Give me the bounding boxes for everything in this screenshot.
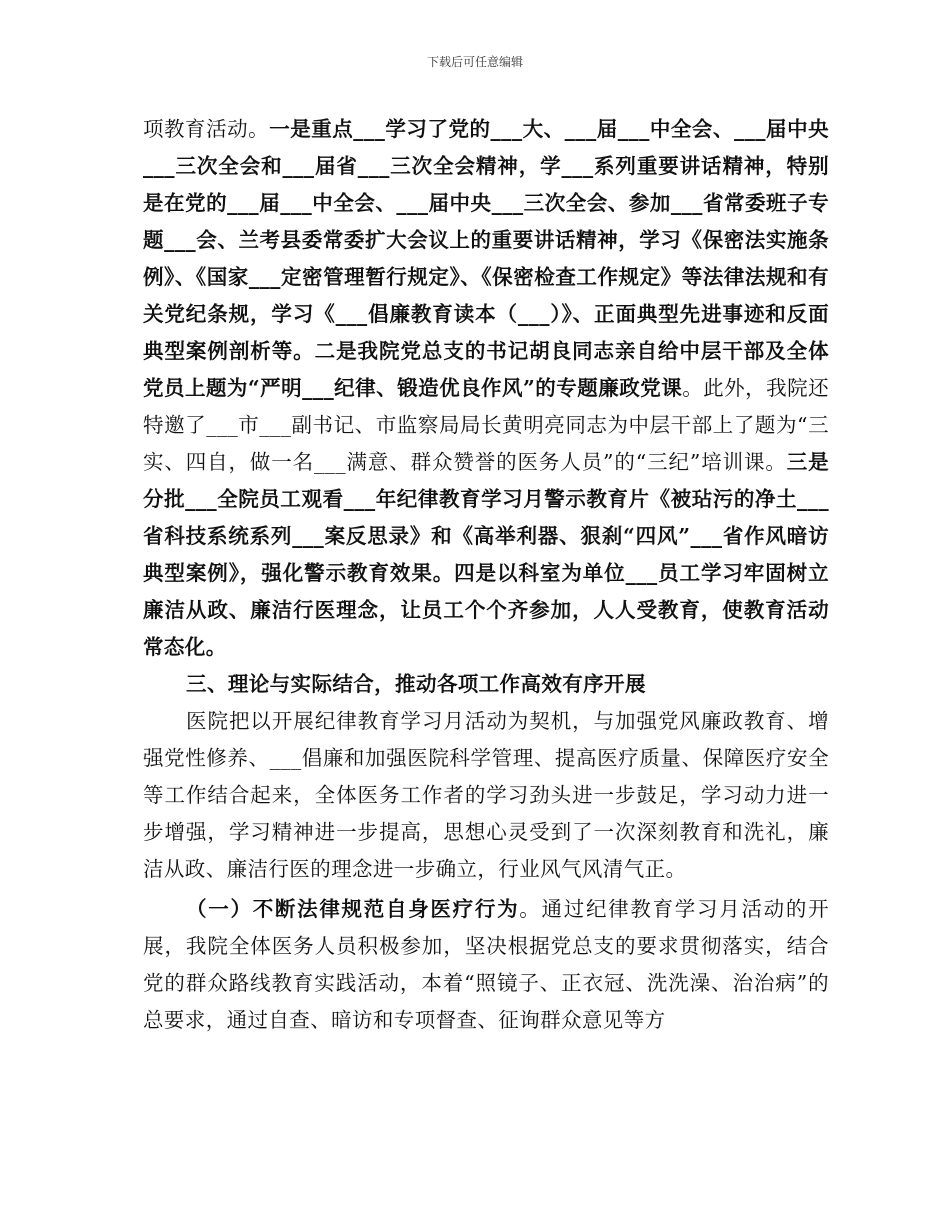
paragraph-bold-text: 三是分批___全院员工观看___年纪律教育学习月警示教育片《被玷污的净土___省科技系统系列___案反思录》和《高举利器、狠刹“四风”___省作风暗访典型案例》，强化警示教育效果。四是以科室为单位___员工学习牢固树立廉洁从政、廉洁行医理念，让员工个个齐参加，人人受教育，使教育活动常态化。 <box>143 450 829 659</box>
paragraph-text: 。通过纪律教育学习月活动的开展，我院全体医务人员积极参加，坚决根据党总支的要求贯彻落实，结合党的群众路线教育实践活动，本着“照镜子、正衣冠、洗洗澡、治治病”的总要求，通过自查、暗访和专项督查、征询群众意见等方 <box>143 897 830 1032</box>
page-header: 下载后可任意编辑 <box>426 55 523 69</box>
paragraph-regulate-conduct <box>143 891 829 1039</box>
section-heading-three: 三、理论与实际结合，推动各项工作高效有序开展 <box>186 672 646 696</box>
paragraph-text: 项教育活动。 <box>143 117 270 141</box>
paragraph-bold-text: 一是重点___学习了党的___大、___届___中全会、___届中央___三次全会和___届省___三次全会精神，学___系列重要讲话精神，特别是在党的___届___中全会、___届中央___三次全会、参加___省常委班子专题___会、兰考县委常委扩大会议上的重要讲话精神，学习《保密法实施条例》、《国家___定密管理暂行规定》、《保密检查工作规定》等法律法规和有关党纪条规，学习《___倡廉教育读本（___）》、正面典型先进事迹和反面典型案例剖析等。二是我院党总支的书记胡良同志亲自给中层干部及全体党员上题为“严明___纪律、锻造优良作风”的专题廉政党课 <box>143 117 829 400</box>
document-body <box>143 111 829 1039</box>
subsection-heading: （一）不断法律规范自身医疗行为 <box>186 897 520 921</box>
paragraph-text: 。此外，我院还特邀了___市___副书记、市监察局局长黄明亮同志为中层干部上了题为“三实、四自，做一名___满意、群众赞誉的医务人员”的“三纪”培训课。 <box>143 376 829 474</box>
paragraph-education-activities <box>143 111 829 666</box>
paragraph-theory-practice: 医院把以开展纪律教育学习月活动为契机，与加强党风廉政教育、增强党性修养、___倡廉和加强医院科学管理、提高医疗质量、保障医疗安全等工作结合起来，全体医务工作者的学习劲头进一步鼓足，学习动力进一步增强，学习精神进一步提高，思想心灵受到了一次深刻教育和洗礼，廉洁从政、廉洁行医的理念进一步确立，行业风气风清气正。 <box>143 709 829 881</box>
